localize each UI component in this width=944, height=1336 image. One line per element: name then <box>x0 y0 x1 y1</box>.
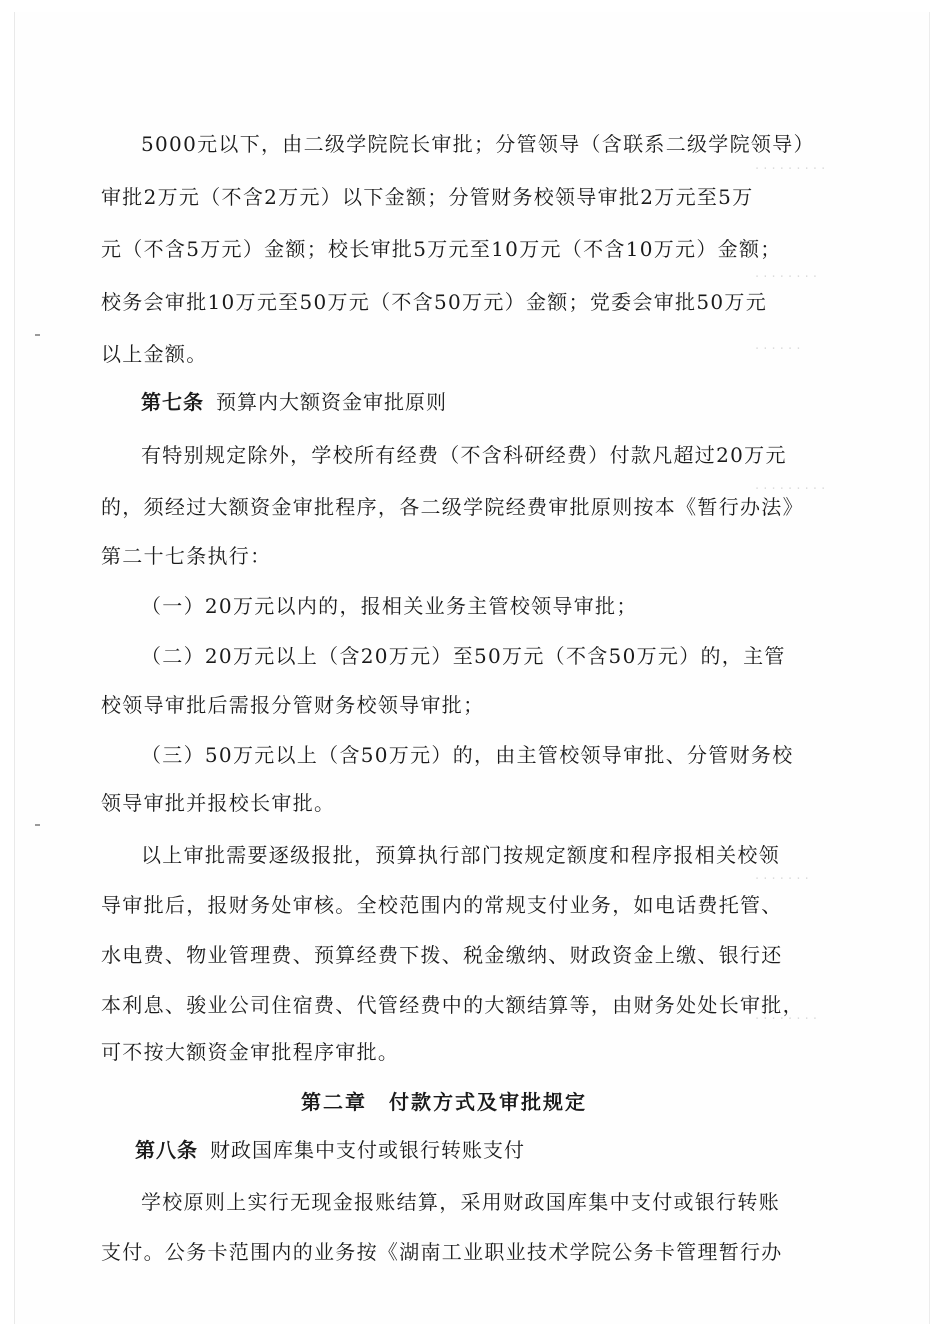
text-line: 本利息、骏业公司住宿费、代管经费中的大额结算等，由财务处处长审批， <box>101 993 804 1017</box>
show-through-fragment: · · · · · · · · <box>755 270 817 285</box>
text-line: 校领导审批后需报分管财务校领导审批； <box>101 693 485 717</box>
article-title: 预算内大额资金审批原则 <box>216 390 447 414</box>
text-line: 支付。公务卡范围内的业务按《湖南工业职业技术学院公务卡管理暂行办 <box>101 1240 783 1264</box>
scan-mark <box>35 824 40 826</box>
text-line: 第二十七条执行： <box>101 544 272 568</box>
article-title: 财政国库集中支付或银行转账支付 <box>210 1138 525 1162</box>
article-number: 第七条 <box>141 390 204 414</box>
text-line: 学校原则上实行无现金报账结算，采用财政国库集中支付或银行转账 <box>141 1190 780 1214</box>
text-line: 以上金额。 <box>101 342 208 366</box>
scan-mark <box>35 334 40 336</box>
text-line: 可不按大额资金审批程序审批。 <box>101 1040 400 1064</box>
text-line: 水电费、物业管理费、预算经费下拨、税金缴纳、财政资金上缴、银行还 <box>101 943 783 967</box>
text-line: 5000元以下，由二级学院院长审批；分管领导（含联系二级学院领导） <box>141 132 815 156</box>
text-line: 以上审批需要逐级报批，预算执行部门按规定额度和程序报相关校领 <box>141 843 780 867</box>
scanned-page <box>14 12 930 1324</box>
text-line: 领导审批并报校长审批。 <box>101 791 336 815</box>
list-item: （三）50万元以上（含50万元）的，由主管校领导审批、分管财务校 <box>141 743 794 767</box>
text-line: 导审批后，报财务处审核。全校范围内的常规支付业务，如电话费托管、 <box>101 893 783 917</box>
text-line: 审批2万元（不含2万元）以下金额；分管财务校领导审批2万元至5万 <box>101 185 754 209</box>
show-through-fragment: · · · · · · <box>755 342 801 357</box>
show-through-fragment: · · · · · · · <box>755 872 809 887</box>
article-number: 第八条 <box>135 1138 198 1162</box>
text-line: 校务会审批10万元至50万元（不含50万元）金额；党委会审批50万元 <box>101 290 767 314</box>
article-8-heading <box>135 1137 525 1163</box>
text-line: 元（不含5万元）金额；校长审批5万元至10万元（不含10万元）金额； <box>101 237 782 261</box>
text-line: 有特别规定除外，学校所有经费（不含科研经费）付款凡超过20万元 <box>141 443 787 467</box>
show-through-fragment: · · · · · · · · · <box>755 162 826 177</box>
list-item: （一）20万元以内的，报相关业务主管校领导审批； <box>141 594 638 618</box>
text-line: 的，须经过大额资金审批程序，各二级学院经费审批原则按本《暂行办法》 <box>101 495 804 519</box>
chapter-heading: 第二章 付款方式及审批规定 <box>301 1090 587 1114</box>
article-7-heading <box>141 389 447 415</box>
list-item: （二）20万元以上（含20万元）至50万元（不含50万元）的，主管 <box>141 644 786 668</box>
show-through-fragment: · · · · · · · · <box>755 1012 817 1027</box>
show-through-fragment: · · · · · · · · · <box>755 482 826 497</box>
